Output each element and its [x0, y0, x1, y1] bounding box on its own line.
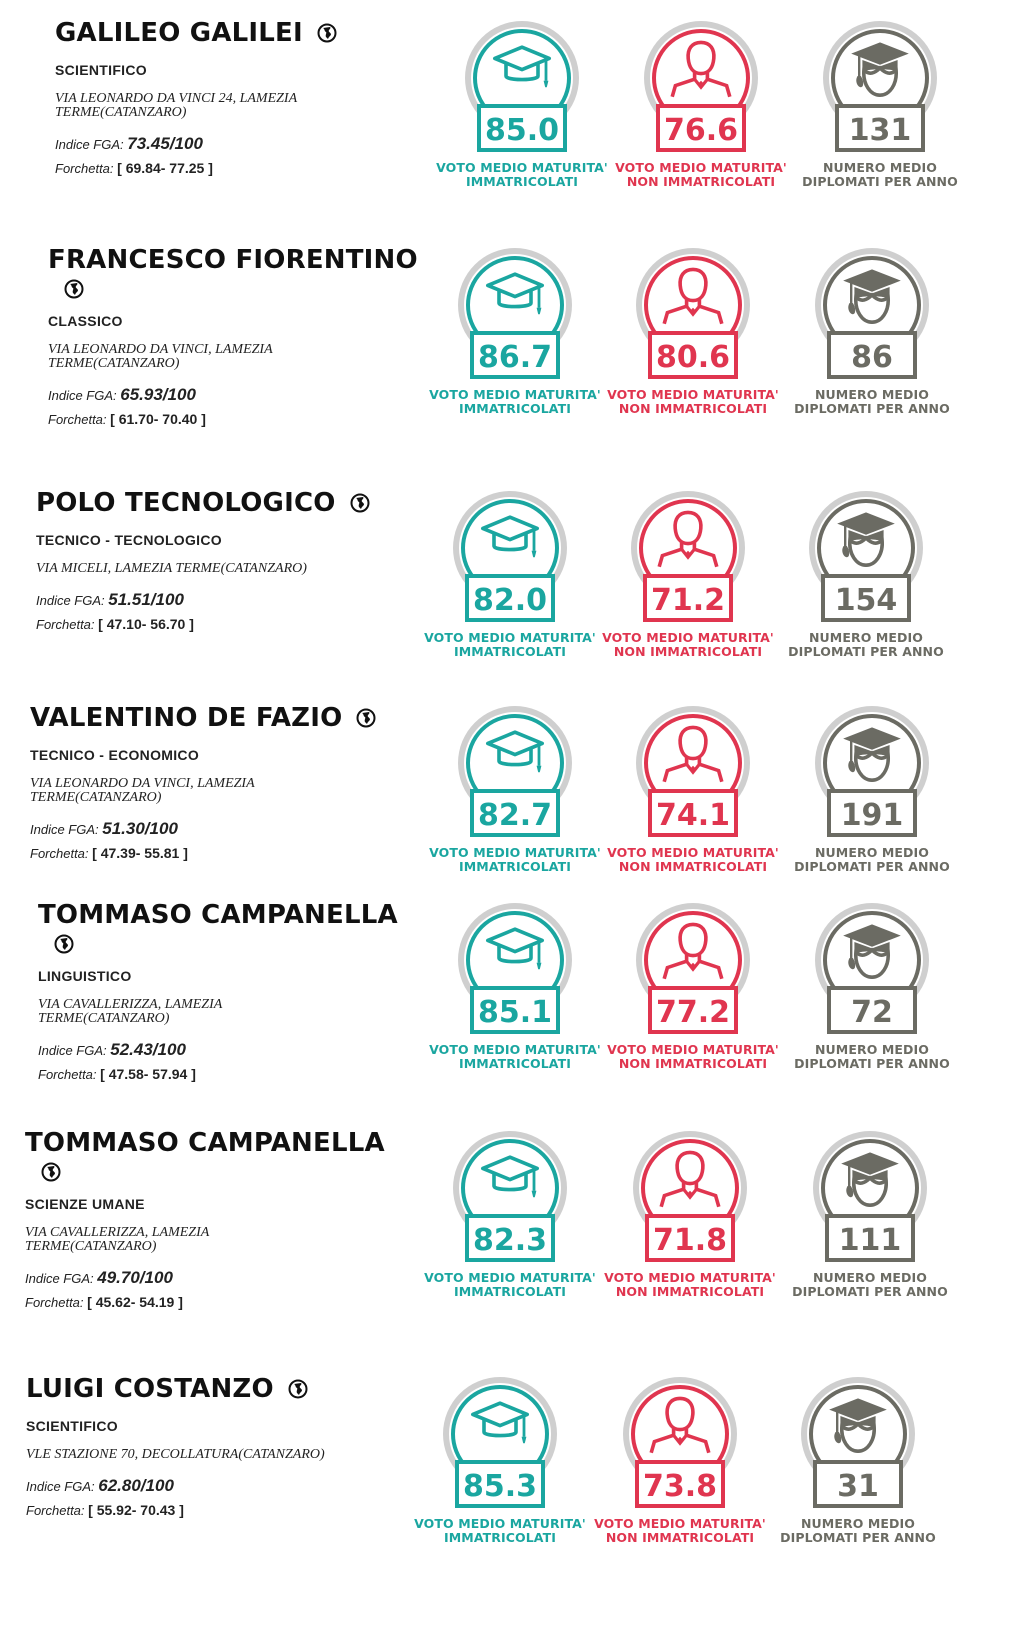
metric-label	[425, 1043, 605, 1071]
school-type: TECNICO - TECNOLOGICO	[36, 532, 222, 548]
metric-badge	[450, 900, 580, 1040]
metric-label-line1: NUMERO MEDIO	[800, 1516, 916, 1531]
metric-label-line1: NUMERO MEDIO	[812, 1270, 928, 1285]
metric-label-line1: VOTO MEDIO MATURITA'	[429, 387, 601, 402]
school-type: SCIENZE UMANE	[25, 1196, 145, 1212]
metric-label	[600, 1271, 780, 1299]
school-name	[38, 900, 458, 930]
metric-label-line2: DIPLOMATI PER ANNO	[794, 859, 950, 874]
metric-badge	[628, 245, 758, 385]
metric-badge	[793, 1374, 923, 1514]
globe-icon[interactable]	[64, 279, 84, 299]
metric-badge	[625, 1128, 755, 1268]
fork-label: Forchetta:	[48, 412, 107, 427]
metric-label-line2: IMMATRICOLATI	[459, 1056, 571, 1071]
metric-label-line1: NUMERO MEDIO	[808, 630, 924, 645]
metric-label-line1: VOTO MEDIO MATURITA'	[424, 630, 596, 645]
metric-badge	[623, 488, 753, 628]
school-name	[55, 18, 475, 48]
metric-value: 77.2	[655, 995, 731, 1030]
metric-label-line1: VOTO MEDIO MATURITA'	[414, 1516, 586, 1531]
metric-label-line2: DIPLOMATI PER ANNO	[794, 1056, 950, 1071]
metric-label-line1: VOTO MEDIO MATURITA'	[607, 387, 779, 402]
metric-label-line2: NON IMMATRICOLATI	[615, 1284, 765, 1299]
fork-value: [ 55.92- 70.43 ]	[88, 1502, 184, 1518]
metric-label-line2: NON IMMATRICOLATI	[626, 174, 776, 189]
fork-label: Forchetta:	[38, 1067, 97, 1082]
fga-index	[48, 385, 468, 405]
school-address: VIA CAVALLERIZZA, LAMEZIA TERME(CATANZARO)	[38, 997, 223, 1026]
school-name	[48, 245, 468, 275]
metric-red	[603, 900, 783, 1071]
fga-label: Indice FGA:	[25, 1271, 94, 1286]
metric-grey	[790, 18, 970, 189]
metric-value: 72	[851, 995, 893, 1030]
fork-value: [ 47.39- 55.81 ]	[92, 845, 188, 861]
metric-label	[768, 1517, 948, 1545]
fga-label: Indice FGA:	[55, 137, 124, 152]
school-address: VIA LEONARDO DA VINCI, LAMEZIA TERME(CATANZARO)	[48, 342, 273, 371]
metric-label-line1: NUMERO MEDIO	[814, 1042, 930, 1057]
school-name	[26, 1374, 446, 1404]
metric-value: 111	[838, 1223, 902, 1258]
metric-label-line2: DIPLOMATI PER ANNO	[780, 1530, 936, 1545]
metric-badge	[615, 1374, 745, 1514]
school-name-text: POLO TECNOLOGICO	[36, 488, 336, 518]
metric-value: 82.7	[477, 798, 553, 833]
metric-label-line1: NUMERO MEDIO	[822, 160, 938, 175]
metric-label-line1: VOTO MEDIO MATURITA'	[594, 1516, 766, 1531]
school-name-text: FRANCESCO FIORENTINO	[48, 245, 418, 275]
metric-label-line1: VOTO MEDIO MATURITA'	[615, 160, 787, 175]
metric-badge	[801, 488, 931, 628]
metric-teal	[425, 900, 605, 1071]
school-type: SCIENTIFICO	[55, 62, 147, 78]
fork-range	[48, 411, 468, 427]
metric-badge	[805, 1128, 935, 1268]
metric-teal	[410, 1374, 590, 1545]
metric-label-line2: DIPLOMATI PER ANNO	[802, 174, 958, 189]
school-name	[36, 488, 456, 518]
metric-label	[590, 1517, 770, 1545]
school-info	[26, 1374, 446, 1518]
fork-label: Forchetta:	[30, 846, 89, 861]
metric-red	[611, 18, 791, 189]
metric-label	[782, 1043, 962, 1071]
fga-label: Indice FGA:	[30, 822, 99, 837]
globe-icon[interactable]	[317, 23, 337, 43]
fga-value: 73.45/100	[127, 134, 203, 153]
metric-value: 86	[851, 340, 893, 375]
metric-label-line1: NUMERO MEDIO	[814, 845, 930, 860]
metric-value: 85.3	[462, 1469, 538, 1504]
metric-badge	[628, 703, 758, 843]
metric-label-line2: NON IMMATRICOLATI	[618, 1056, 768, 1071]
metric-badge	[807, 900, 937, 1040]
metric-label	[603, 388, 783, 416]
metric-value: 82.0	[472, 583, 548, 618]
globe-icon[interactable]	[54, 934, 74, 954]
metric-label-line2: IMMATRICOLATI	[459, 859, 571, 874]
metric-label-line2: DIPLOMATI PER ANNO	[794, 401, 950, 416]
metric-value: 86.7	[477, 340, 553, 375]
metric-grey	[782, 900, 962, 1071]
metric-label-line1: VOTO MEDIO MATURITA'	[604, 1270, 776, 1285]
school-name-text: LUIGI COSTANZO	[26, 1374, 274, 1404]
metric-label-line1: VOTO MEDIO MATURITA'	[436, 160, 608, 175]
metric-teal	[432, 18, 612, 189]
fork-label: Forchetta:	[26, 1503, 85, 1518]
school-type: LINGUISTICO	[38, 968, 132, 984]
metric-label-line2: IMMATRICOLATI	[454, 1284, 566, 1299]
metric-label-line1: VOTO MEDIO MATURITA'	[602, 630, 774, 645]
metric-value: 76.6	[663, 113, 739, 148]
metric-label-line2: IMMATRICOLATI	[459, 401, 571, 416]
metric-red	[603, 245, 783, 416]
fga-value: 51.30/100	[102, 819, 178, 838]
fork-range	[26, 1502, 446, 1518]
metric-label	[425, 846, 605, 874]
school-info	[48, 245, 468, 427]
fork-label: Forchetta:	[36, 617, 95, 632]
metric-label-line1: NUMERO MEDIO	[814, 387, 930, 402]
metric-label-line1: VOTO MEDIO MATURITA'	[607, 1042, 779, 1057]
fga-value: 62.80/100	[98, 1476, 174, 1495]
metric-badge	[636, 18, 766, 158]
school-name-text: TOMMASO CAMPANELLA	[38, 900, 398, 930]
metric-value: 85.0	[484, 113, 560, 148]
school-address: VIA CAVALLERIZZA, LAMEZIA TERME(CATANZARO)	[25, 1225, 210, 1254]
fork-label: Forchetta:	[25, 1295, 84, 1310]
fork-value: [ 47.58- 57.94 ]	[100, 1066, 196, 1082]
school-name	[25, 1128, 445, 1158]
school-type: CLASSICO	[48, 313, 123, 329]
metric-value: 71.2	[650, 583, 726, 618]
metric-label	[790, 161, 970, 189]
metric-label-line2: IMMATRICOLATI	[444, 1530, 556, 1545]
metric-label	[425, 388, 605, 416]
metric-label-line2: DIPLOMATI PER ANNO	[788, 644, 944, 659]
globe-icon[interactable]	[41, 1162, 61, 1182]
metric-teal	[420, 488, 600, 659]
globe-icon[interactable]	[350, 493, 370, 513]
fga-value: 52.43/100	[110, 1040, 186, 1059]
fga-label: Indice FGA:	[48, 388, 117, 403]
metric-value: 154	[834, 583, 898, 618]
metric-teal	[425, 703, 605, 874]
school-name-text: TOMMASO CAMPANELLA	[25, 1128, 385, 1158]
metric-label-line1: VOTO MEDIO MATURITA'	[429, 1042, 601, 1057]
metric-label-line2: IMMATRICOLATI	[466, 174, 578, 189]
school-info	[30, 703, 450, 861]
metric-grey	[776, 488, 956, 659]
school-address: VLE STAZIONE 70, DECOLLATURA(CATANZARO)	[26, 1447, 325, 1462]
fork-range	[25, 1294, 445, 1310]
school-info	[38, 900, 458, 1082]
fga-index	[30, 819, 450, 839]
metric-value: 191	[840, 798, 904, 833]
metric-label	[782, 846, 962, 874]
metric-badge	[807, 245, 937, 385]
metric-label	[420, 631, 600, 659]
metric-value: 73.8	[642, 1469, 718, 1504]
metric-value: 31	[837, 1469, 879, 1504]
fork-value: [ 69.84- 77.25 ]	[117, 160, 213, 176]
metric-value: 71.8	[652, 1223, 728, 1258]
school-address: VIA MICELI, LAMEZIA TERME(CATANZARO)	[36, 561, 307, 576]
metric-grey	[782, 703, 962, 874]
metric-value: 74.1	[655, 798, 731, 833]
metric-label-line2: IMMATRICOLATI	[454, 644, 566, 659]
school-info	[36, 488, 456, 632]
metric-badge	[445, 488, 575, 628]
metric-badge	[628, 900, 758, 1040]
metric-label	[598, 631, 778, 659]
metric-badge	[445, 1128, 575, 1268]
metric-label	[782, 388, 962, 416]
metric-label-line2: NON IMMATRICOLATI	[618, 401, 768, 416]
metric-teal	[420, 1128, 600, 1299]
metric-label-line1: VOTO MEDIO MATURITA'	[424, 1270, 596, 1285]
metric-label-line2: NON IMMATRICOLATI	[618, 859, 768, 874]
metric-label-line2: DIPLOMATI PER ANNO	[792, 1284, 948, 1299]
metric-badge	[450, 245, 580, 385]
school-type: SCIENTIFICO	[26, 1418, 118, 1434]
metric-label	[603, 1043, 783, 1071]
school-name-text: VALENTINO DE FAZIO	[30, 703, 343, 733]
metric-red	[598, 488, 778, 659]
metric-label	[776, 631, 956, 659]
globe-icon[interactable]	[356, 708, 376, 728]
fga-value: 65.93/100	[120, 385, 196, 404]
globe-icon[interactable]	[288, 1379, 308, 1399]
school-info	[25, 1128, 445, 1310]
fga-label: Indice FGA:	[38, 1043, 107, 1058]
fga-index	[55, 134, 475, 154]
fork-range	[38, 1066, 458, 1082]
metric-label	[603, 846, 783, 874]
metric-label-line2: NON IMMATRICOLATI	[605, 1530, 755, 1545]
fork-range	[36, 616, 456, 632]
school-info	[55, 18, 475, 176]
metric-label	[780, 1271, 960, 1299]
fork-label: Forchetta:	[55, 161, 114, 176]
school-address: VIA LEONARDO DA VINCI, LAMEZIA TERME(CATANZARO)	[30, 776, 255, 805]
metric-label	[432, 161, 612, 189]
metric-label-line1: VOTO MEDIO MATURITA'	[607, 845, 779, 860]
fga-label: Indice FGA:	[26, 1479, 95, 1494]
metric-badge	[815, 18, 945, 158]
fork-value: [ 61.70- 70.40 ]	[110, 411, 206, 427]
metric-grey	[780, 1128, 960, 1299]
school-name	[30, 703, 450, 733]
fga-index	[26, 1476, 446, 1496]
metric-label	[420, 1271, 600, 1299]
school-name-text: GALILEO GALILEI	[55, 18, 303, 48]
metric-value: 131	[848, 113, 912, 148]
school-type: TECNICO - ECONOMICO	[30, 747, 200, 763]
metric-badge	[807, 703, 937, 843]
fga-index	[36, 590, 456, 610]
metric-badge	[435, 1374, 565, 1514]
metric-grey	[768, 1374, 948, 1545]
fork-range	[30, 845, 450, 861]
metric-label	[410, 1517, 590, 1545]
fork-value: [ 47.10- 56.70 ]	[98, 616, 194, 632]
metric-value: 85.1	[477, 995, 553, 1030]
fga-index	[38, 1040, 458, 1060]
metric-red	[590, 1374, 770, 1545]
metric-label-line2: NON IMMATRICOLATI	[613, 644, 763, 659]
metric-red	[600, 1128, 780, 1299]
metric-badge	[450, 703, 580, 843]
fga-value: 49.70/100	[97, 1268, 173, 1287]
fga-index	[25, 1268, 445, 1288]
metric-label	[611, 161, 791, 189]
fga-label: Indice FGA:	[36, 593, 105, 608]
metric-badge	[457, 18, 587, 158]
metric-teal	[425, 245, 605, 416]
metric-value: 82.3	[472, 1223, 548, 1258]
metric-grey	[782, 245, 962, 416]
fork-range	[55, 160, 475, 176]
metric-value: 80.6	[655, 340, 731, 375]
school-address: VIA LEONARDO DA VINCI 24, LAMEZIA TERME(CATANZARO)	[55, 91, 297, 120]
fga-value: 51.51/100	[108, 590, 184, 609]
metric-red	[603, 703, 783, 874]
fork-value: [ 45.62- 54.19 ]	[87, 1294, 183, 1310]
metric-label-line1: VOTO MEDIO MATURITA'	[429, 845, 601, 860]
